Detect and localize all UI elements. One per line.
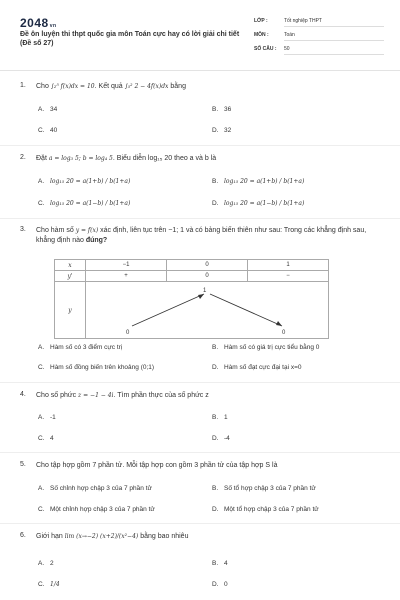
increasing-arrow: [132, 294, 204, 326]
question-text-pre: Cho số phức: [36, 392, 79, 399]
option-text: log₁₅ 20 = a(1−b) / b(1+a): [50, 200, 131, 207]
table-y-value: 0: [282, 330, 286, 336]
question-text: [36, 226, 386, 246]
option-a[interactable]: [38, 560, 54, 567]
table-y-value: 1: [203, 288, 207, 294]
option-letter: A.: [38, 178, 45, 185]
option-letter: B.: [212, 178, 219, 185]
option-c[interactable]: [38, 435, 54, 442]
question-math: ∫₂⁵ f(x)dx = 10: [50, 83, 95, 90]
question-text-post: . Tìm phần thực của số phức z: [113, 392, 209, 399]
option-text: 40: [50, 127, 58, 134]
option-a[interactable]: [38, 178, 130, 185]
question-divider: [0, 145, 400, 146]
meta-count-value: 50: [284, 46, 384, 55]
meta-count: [254, 46, 290, 52]
option-a[interactable]: [38, 106, 57, 113]
option-text: Một chỉnh hợp chập 3 của 7 phần tử: [50, 506, 155, 513]
table-sign: +: [86, 271, 167, 282]
option-letter: C.: [38, 581, 45, 588]
question-math-2: ∫₅² 2 − 4f(x)dx: [124, 83, 169, 90]
variation-table: [54, 259, 329, 339]
question-math: z = −1 − 4i: [78, 392, 114, 399]
question-number: 1.: [20, 82, 26, 89]
option-text: log₁₅ 20 = a(1+b) / b(1+a): [50, 178, 131, 185]
question-text: [36, 391, 386, 401]
meta-count-key: SỐ CÂU :: [254, 46, 277, 52]
table-yp-label: y': [55, 271, 86, 282]
option-letter: A.: [38, 106, 45, 113]
question-text-pre: Cho hàm số: [36, 227, 76, 234]
option-letter: B.: [212, 344, 219, 351]
meta-subject-value: Toán: [284, 32, 384, 41]
option-text: 4: [224, 560, 228, 567]
option-b[interactable]: [212, 414, 228, 421]
option-c[interactable]: [38, 200, 130, 207]
option-text: Số chỉnh hợp chập 3 của 7 phần tử: [50, 485, 152, 492]
option-text: Hàm số đạt cực đại tại x=0: [224, 364, 302, 371]
meta-grade-value: Tốt nghiệp THPT: [284, 18, 384, 27]
option-letter: B.: [212, 106, 219, 113]
question-text: [36, 532, 386, 542]
option-text: 0: [224, 581, 228, 588]
option-letter: C.: [38, 127, 45, 134]
meta-subject: [254, 32, 295, 38]
option-letter: D.: [212, 506, 219, 513]
option-text: 32: [224, 127, 232, 134]
option-b[interactable]: [212, 106, 231, 113]
logo-suffix: vn: [49, 23, 57, 29]
option-letter: A.: [38, 414, 45, 421]
option-letter: D.: [212, 200, 219, 207]
table-x-value: 1: [248, 260, 329, 271]
question-text-post: . Biểu diễn log₁₅ 20 theo a và b là: [112, 155, 217, 162]
option-a[interactable]: [38, 485, 152, 492]
question-text-pre: Cho: [36, 83, 51, 90]
table-y-value: 0: [126, 330, 130, 336]
question-divider: [0, 218, 400, 219]
option-letter: D.: [212, 581, 219, 588]
option-d[interactable]: [212, 364, 302, 371]
option-text: -4: [224, 435, 230, 442]
option-a[interactable]: [38, 344, 122, 351]
option-text: 4: [50, 435, 54, 442]
question-text: [36, 82, 386, 92]
option-c[interactable]: [38, 506, 155, 513]
question-text-mid: . Kết quả: [94, 83, 125, 90]
option-letter: B.: [212, 485, 219, 492]
table-x-value: 0: [167, 260, 248, 271]
meta-subject-key: MÔN :: [254, 32, 269, 38]
table-x-value: −1: [86, 260, 167, 271]
option-text: 1: [224, 414, 228, 421]
option-text: log₁₅ 20 = a(1+b) / b(1+a): [224, 178, 305, 185]
option-letter: C.: [38, 364, 45, 371]
header-divider: [0, 70, 400, 71]
table-y-row: [86, 282, 329, 339]
option-c[interactable]: [38, 581, 60, 588]
question-text: Cho tập hợp gồm 7 phần tử. Mỗi tập hợp con gồm 3 phần tử của tập hợp S là: [36, 462, 278, 469]
option-text: 1/4: [50, 581, 60, 588]
option-text: log₁₅ 20 = a(1−b) / b(1+a): [224, 200, 305, 207]
question-text-post: xác định, liên tục trên −1; 1 và có bảng biến thiên như sau: Trong các khẳng định sau, khẳng định nào: [36, 227, 367, 244]
arrow-head-up: [198, 294, 204, 299]
question-text-bold: đúng?: [85, 237, 108, 244]
decreasing-arrow: [210, 294, 282, 326]
table-sign: −: [248, 271, 329, 282]
option-text: Một tổ hợp chập 3 của 7 phần tử: [224, 506, 319, 513]
option-text: -1: [50, 414, 56, 421]
option-text: Hàm số đồng biến trên khoảng (0;1): [50, 364, 155, 371]
table-y-label: y: [55, 282, 86, 339]
option-c[interactable]: [38, 127, 57, 134]
option-c[interactable]: [38, 364, 154, 371]
option-d[interactable]: [212, 127, 231, 134]
question-text: [36, 154, 386, 164]
option-a[interactable]: [38, 414, 56, 421]
option-d[interactable]: [212, 200, 304, 207]
option-text: Hàm số có 3 điểm cực trị: [50, 344, 123, 351]
table-x-label: x: [55, 260, 86, 271]
exam-title: Đề ôn luyện thi thpt quốc gia môn Toán cực hay có lời giải chi tiết (Đề số 27): [20, 31, 240, 47]
question-number: 4.: [20, 391, 26, 398]
meta-grade-key: LỚP :: [254, 18, 268, 24]
question-number: 3.: [20, 226, 26, 233]
page-header: [0, 0, 400, 60]
option-letter: D.: [212, 127, 219, 134]
option-letter: A.: [38, 560, 45, 567]
question-divider: [0, 452, 400, 453]
option-letter: C.: [38, 435, 45, 442]
question-text-pre: Đặt: [36, 155, 49, 162]
site-logo[interactable]: [20, 16, 57, 30]
table-sign: 0: [167, 271, 248, 282]
option-d[interactable]: [212, 506, 319, 513]
question-number: 2.: [20, 154, 26, 161]
question-text-pre: Giới hạn: [36, 533, 65, 540]
option-text: 34: [50, 106, 58, 113]
option-letter: C.: [38, 200, 45, 207]
question-number: 6.: [20, 532, 26, 539]
question-text-post: bằng bao nhiêu: [138, 533, 189, 540]
question-divider: [0, 382, 400, 383]
option-letter: A.: [38, 485, 45, 492]
option-letter: C.: [38, 506, 45, 513]
question-number: 5.: [20, 461, 26, 468]
option-b[interactable]: [212, 344, 319, 351]
question-math: y = f(x): [75, 227, 99, 234]
question-math: lim (x→−2) (x+2)/(x²−4): [64, 533, 139, 540]
option-letter: D.: [212, 435, 219, 442]
option-letter: B.: [212, 414, 219, 421]
option-b[interactable]: [212, 178, 304, 185]
option-text: 36: [224, 106, 232, 113]
option-letter: A.: [38, 344, 45, 351]
option-text: Số tổ hợp chập 3 của 7 phần tử: [224, 485, 316, 492]
option-letter: B.: [212, 560, 219, 567]
option-b[interactable]: [212, 560, 228, 567]
option-text: 2: [50, 560, 54, 567]
option-d[interactable]: [212, 581, 228, 588]
question-divider: [0, 523, 400, 524]
meta-grade: [254, 18, 322, 24]
question-text-post: bằng: [168, 83, 186, 90]
logo-text: 2048: [20, 16, 49, 30]
option-text: Hàm số có giá trị cực tiểu bằng 0: [224, 344, 320, 351]
question-math: a = log₃ 5; b = log₄ 5: [48, 155, 113, 162]
option-letter: D.: [212, 364, 219, 371]
option-b[interactable]: [212, 485, 316, 492]
variation-arrows: [86, 282, 326, 338]
option-d[interactable]: [212, 435, 230, 442]
arrow-head-down: [276, 321, 282, 326]
